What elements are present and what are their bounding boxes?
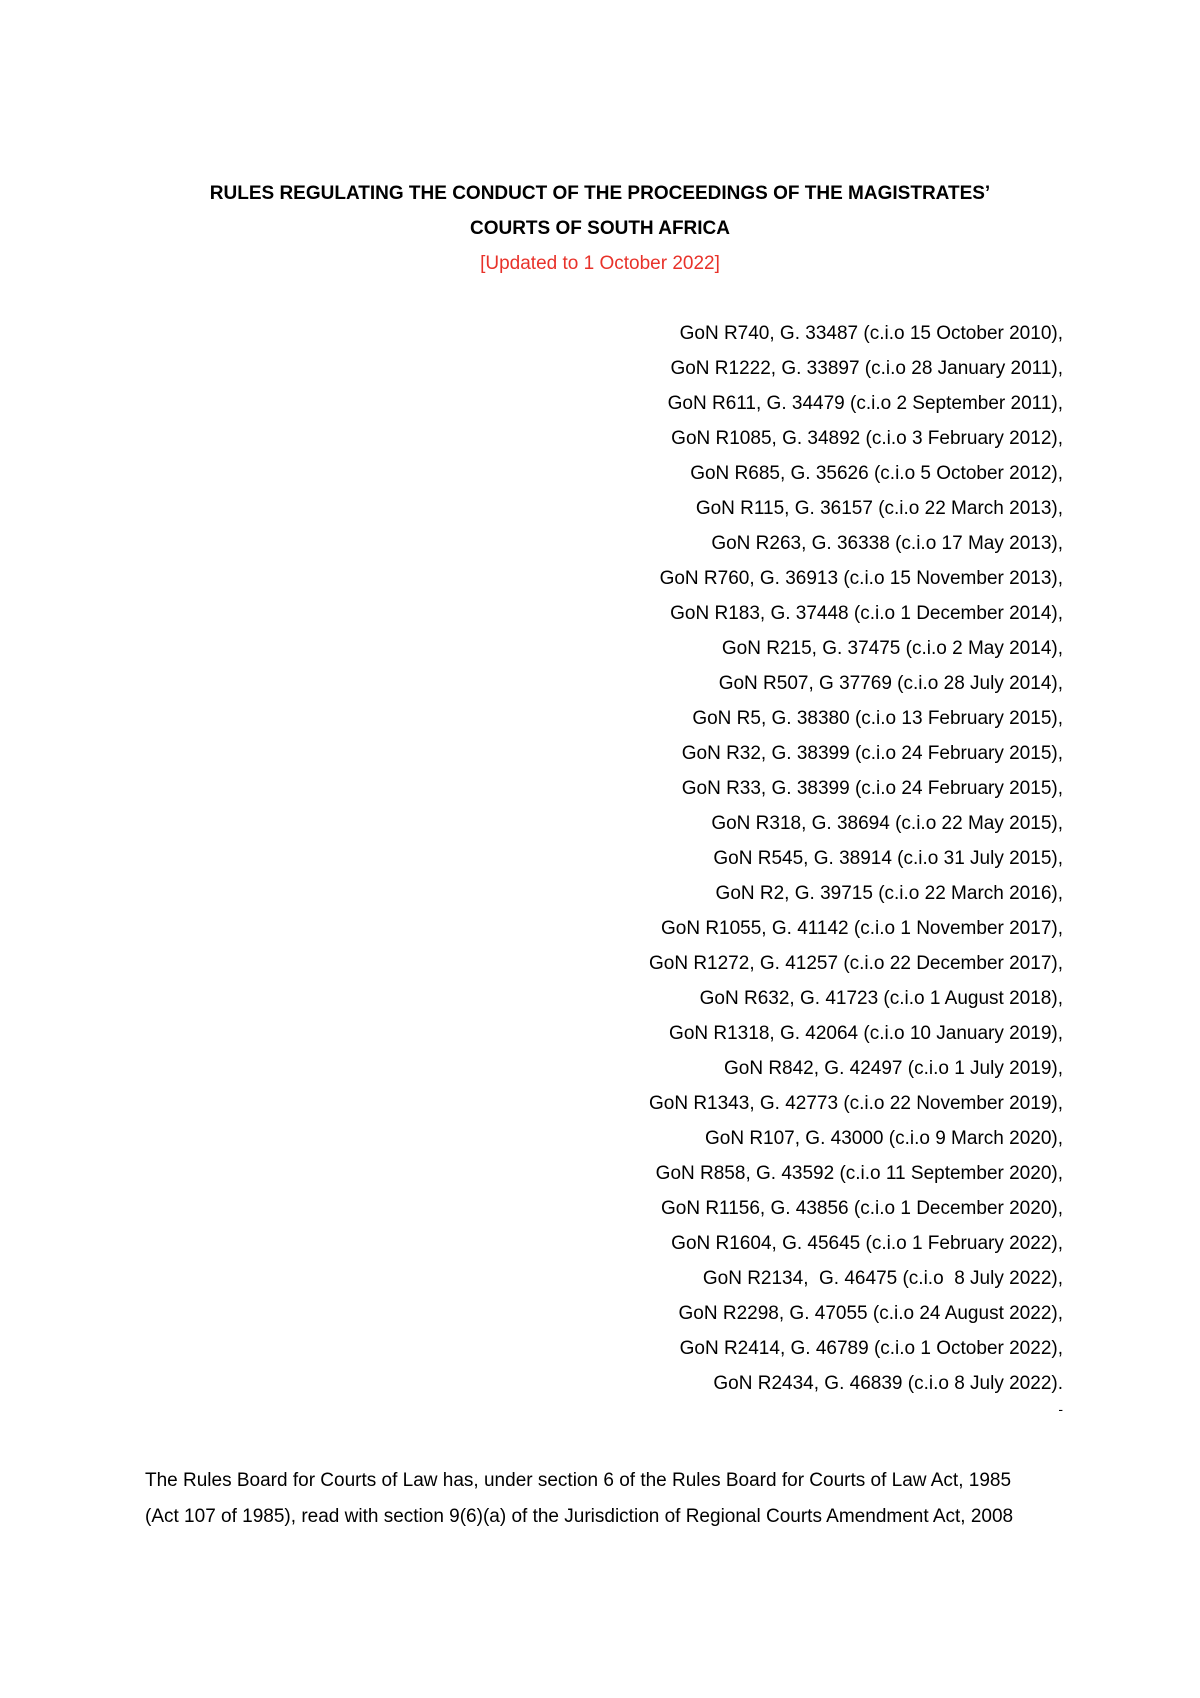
notice-item: GoN R2298, G. 47055 (c.i.o 24 August 2022), bbox=[678, 1303, 1063, 1324]
preamble-paragraph bbox=[145, 1463, 1065, 1535]
notice-item: GoN R2, G. 39715 (c.i.o 22 March 2016), bbox=[715, 883, 1063, 904]
preamble-line: The Rules Board for Courts of Law has, under section 6 of the Rules Board for Courts of Law Act, 1985 bbox=[145, 1470, 1012, 1491]
notice-item: GoN R1318, G. 42064 (c.i.o 10 January 2019), bbox=[669, 1023, 1063, 1044]
notice-item: GoN R5, G. 38380 (c.i.o 13 February 2015), bbox=[692, 708, 1063, 729]
preamble-line: (Act 107 of 1985), read with section 9(6)(a) of the Jurisdiction of Regional Courts Amendment Act, 2008 bbox=[145, 1506, 1014, 1527]
notice-item: GoN R545, G. 38914 (c.i.o 31 July 2015), bbox=[713, 848, 1063, 869]
notice-item: GoN R632, G. 41723 (c.i.o 1 August 2018), bbox=[699, 988, 1063, 1009]
notice-item: GoN R1156, G. 43856 (c.i.o 1 December 2020), bbox=[660, 1198, 1063, 1219]
notice-item: GoN R760, G. 36913 (c.i.o 15 November 2013), bbox=[659, 568, 1063, 589]
separator-mark: - bbox=[1058, 1401, 1063, 1417]
document-title-line-1: RULES REGULATING THE CONDUCT OF THE PROCEEDINGS OF THE MAGISTRATES’ bbox=[209, 183, 991, 204]
notice-item: GoN R842, G. 42497 (c.i.o 1 July 2019), bbox=[723, 1058, 1063, 1079]
notice-item: GoN R2134, G. 46475 (c.i.o 8 July 2022), bbox=[702, 1268, 1063, 1289]
notice-item: GoN R32, G. 38399 (c.i.o 24 February 2015), bbox=[681, 743, 1063, 764]
notice-item: GoN R858, G. 43592 (c.i.o 11 September 2020), bbox=[655, 1163, 1063, 1184]
notice-item: GoN R107, G. 43000 (c.i.o 9 March 2020), bbox=[704, 1128, 1063, 1149]
notice-item: GoN R740, G. 33487 (c.i.o 15 October 2010), bbox=[679, 323, 1063, 344]
notice-item: GoN R1085, G. 34892 (c.i.o 3 February 2012), bbox=[671, 428, 1063, 449]
notice-item: GoN R611, G. 34479 (c.i.o 2 September 2011), bbox=[667, 393, 1063, 414]
document-title-line-2: COURTS OF SOUTH AFRICA bbox=[469, 218, 730, 239]
notice-item: GoN R1272, G. 41257 (c.i.o 22 December 2017), bbox=[648, 953, 1063, 974]
updated-note: [Updated to 1 October 2022] bbox=[480, 253, 720, 274]
notice-item: GoN R1343, G. 42773 (c.i.o 22 November 2019), bbox=[648, 1093, 1063, 1114]
notice-item: GoN R33, G. 38399 (c.i.o 24 February 2015), bbox=[681, 778, 1063, 799]
notice-item: GoN R2434, G. 46839 (c.i.o 8 July 2022). bbox=[713, 1373, 1063, 1394]
notice-item: GoN R2414, G. 46789 (c.i.o 1 October 2022), bbox=[679, 1338, 1063, 1359]
notice-item: GoN R1604, G. 45645 (c.i.o 1 February 2022), bbox=[671, 1233, 1063, 1254]
notice-item: GoN R1055, G. 41142 (c.i.o 1 November 2017), bbox=[660, 918, 1063, 939]
notice-item: GoN R263, G. 36338 (c.i.o 17 May 2013), bbox=[711, 533, 1063, 554]
notice-item: GoN R318, G. 38694 (c.i.o 22 May 2015), bbox=[711, 813, 1063, 834]
notice-item: GoN R685, G. 35626 (c.i.o 5 October 2012), bbox=[690, 463, 1063, 484]
notice-item: GoN R215, G. 37475 (c.i.o 2 May 2014), bbox=[721, 638, 1063, 659]
notice-item: GoN R507, G 37769 (c.i.o 28 July 2014), bbox=[718, 673, 1063, 694]
government-notice-list bbox=[649, 316, 1063, 1401]
notice-item: GoN R1222, G. 33897 (c.i.o 28 January 2011), bbox=[670, 358, 1063, 379]
notice-item: GoN R115, G. 36157 (c.i.o 22 March 2013), bbox=[695, 498, 1063, 519]
notice-item: GoN R183, G. 37448 (c.i.o 1 December 2014), bbox=[670, 603, 1063, 624]
